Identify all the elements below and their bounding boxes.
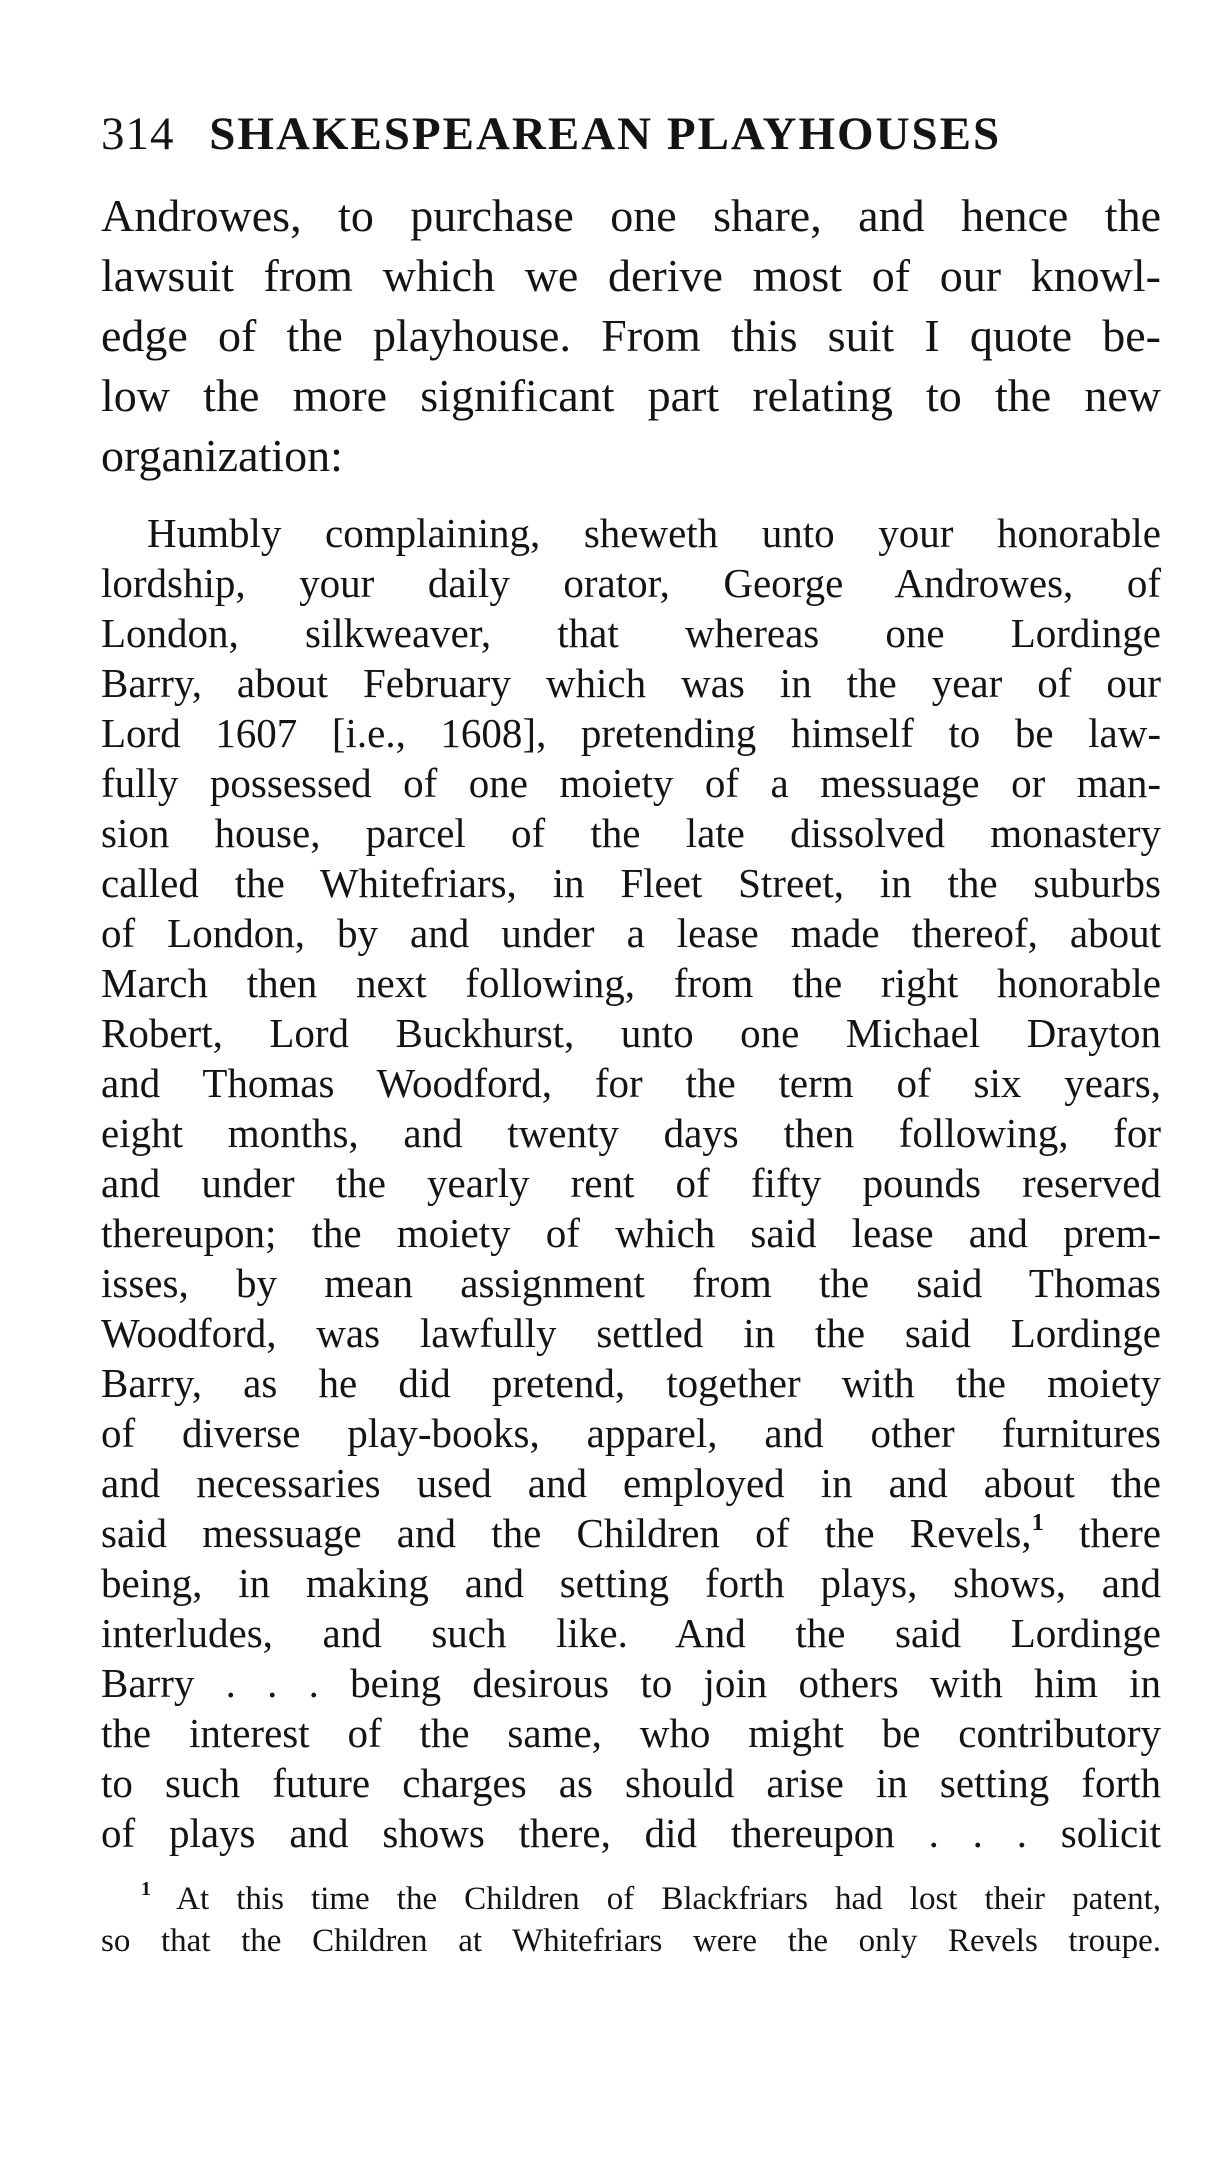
quote-line: lordship, your daily orator, George Androwes, of <box>101 560 1161 606</box>
footnote <box>101 1878 1161 1962</box>
quote-line-with-footnote-ref <box>101 1508 1161 1558</box>
footnote-marker: 1 <box>141 1878 151 1901</box>
quote-line: Lord 1607 [i.e., 1608], pretending himself to be law- <box>101 710 1161 756</box>
intro-line: Androwes, to purchase one share, and hence the <box>101 190 1161 241</box>
quote-line: sion house, parcel of the late dissolved monastery <box>101 810 1161 856</box>
quote-line: Robert, Lord Buckhurst, unto one Michael Drayton <box>101 1010 1161 1056</box>
quote-line: to such future charges as should arise in setting forth <box>101 1760 1161 1806</box>
quote-line: fully possessed of one moiety of a messuage or man- <box>101 760 1161 806</box>
quote-line: interludes, and such like. And the said Lordinge <box>101 1610 1161 1656</box>
intro-line: low the more significant part relating to the new <box>101 370 1161 421</box>
footnote-reference: 1 <box>1031 1508 1044 1536</box>
quote-line: of diverse play-books, apparel, and other furnitures <box>101 1410 1161 1456</box>
page-number: 314 <box>101 108 175 160</box>
quote-line: March then next following, from the right honorable <box>101 960 1161 1006</box>
quote-line: of plays and shows there, did thereupon . . . solicit <box>101 1810 1161 1856</box>
quote-line: Barry . . . being desirous to join others with him in <box>101 1660 1161 1706</box>
footnote-line <box>101 1878 1161 1920</box>
intro-line: lawsuit from which we derive most of our knowl- <box>101 250 1161 301</box>
quote-line: Humbly complaining, sheweth unto your honorable <box>147 510 1161 556</box>
quote-text-after-ref: there <box>1043 1510 1161 1556</box>
quote-line: and under the yearly rent of fifty pounds reserved <box>101 1160 1161 1206</box>
quote-line: thereupon; the moiety of which said lease and prem- <box>101 1210 1161 1256</box>
quote-line: Woodford, was lawfully settled in the said Lordinge <box>101 1310 1161 1356</box>
running-head <box>101 104 1161 164</box>
footnote-line: so that the Children at Whitefriars were the only Revels troupe. <box>101 1923 1161 1959</box>
quote-line: and necessaries used and employed in and about the <box>101 1460 1161 1506</box>
intro-paragraph <box>101 186 1161 486</box>
book-page <box>101 104 1161 1962</box>
quote-line: being, in making and setting forth plays, shows, and <box>101 1560 1161 1606</box>
quote-line: eight months, and twenty days then following, for <box>101 1110 1161 1156</box>
footnote-text: At this time the Children of Blackfriars had lost their patent, <box>150 1881 1161 1917</box>
quote-line: isses, by mean assignment from the said Thomas <box>101 1260 1161 1306</box>
quote-line: London, silkweaver, that whereas one Lordinge <box>101 610 1161 656</box>
quote-text-before-ref: said messuage and the Children of the Revels, <box>101 1510 1032 1556</box>
quote-line: called the Whitefriars, in Fleet Street, in the suburbs <box>101 860 1161 906</box>
quoted-lawsuit-text <box>101 508 1161 1858</box>
intro-line: edge of the playhouse. From this suit I quote be- <box>101 310 1161 361</box>
quote-line: Barry, about February which was in the year of our <box>101 660 1161 706</box>
quote-line: the interest of the same, who might be contributory <box>101 1710 1161 1756</box>
quote-line: of London, by and under a lease made thereof, about <box>101 910 1161 956</box>
quote-line: and Thomas Woodford, for the term of six years, <box>101 1060 1161 1106</box>
intro-line: organization: <box>101 430 343 481</box>
running-title: SHAKESPEAREAN PLAYHOUSES <box>209 108 1002 160</box>
quote-line: Barry, as he did pretend, together with the moiety <box>101 1360 1161 1406</box>
